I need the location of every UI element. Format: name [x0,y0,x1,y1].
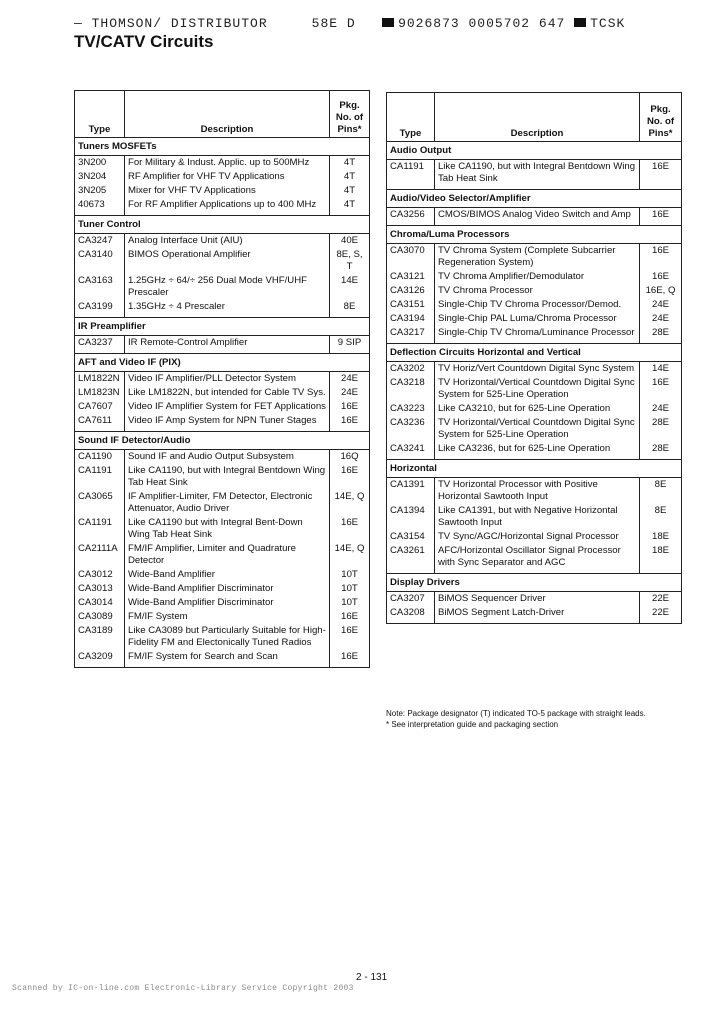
part-type: CA3256 [387,208,435,226]
part-description: For RF Amplifier Applications up to 400 MHz [124,198,329,216]
header-code: 58E D [311,16,356,31]
column-header-pins: Pkg. No. of Pins* [640,93,682,142]
part-type: CA3247 [75,234,125,249]
part-pins: 16Q [340,451,359,462]
part-type: CA3202 [387,362,435,377]
part-type: CA3199 [75,300,125,318]
part-description: RF Amplifier for VHF TV Applications [124,170,329,184]
part-type: CA3012 [75,568,125,582]
part-description: TV Chroma System (Complete Subcarrier Regeneration System) [434,244,639,271]
part-description: Like CA3089 but Particularly Suitable for High-Fidelity FM and Electonically Tuned Radios [124,624,329,650]
part-description: TV Horizontal Processor with Positive Horizontal Sawtooth Input [434,478,639,505]
header-tag: TCSK [590,16,626,31]
part-pins: 24E [340,373,359,384]
page-number: 2 - 131 [356,972,388,983]
part-description: TV Horizontal/Vertical Countdown Digital Sync System for 525-Line Operation [434,376,639,402]
part-pins: 10T [341,597,358,608]
column-header-pins: Pkg. No. of Pins* [330,91,370,138]
table-row [387,362,682,377]
part-pins: 10T [341,583,358,594]
part-type: CA3237 [75,336,125,354]
part-type: 3N200 [75,156,125,171]
part-pins: 8E [654,479,667,490]
part-type: 3N204 [75,170,125,184]
table-row [387,376,682,402]
part-pins: 9 SIP [337,337,362,348]
scan-footer: Scanned by IC-on-line.com Electronic-Library Service Copyright 2003 [12,984,354,993]
left-catalog-table [74,90,370,668]
part-description: Like CA1190 but with Integral Bent-Down Wing Tab Heat Sink [124,516,329,542]
table-row [75,596,370,610]
section-header-row [387,190,682,208]
part-type: 40673 [75,198,125,216]
part-pins: 14E [340,275,359,286]
part-type: CA1391 [387,478,435,505]
part-description: 1.35GHz ÷ 4 Prescaler [124,300,329,318]
part-type: CA7611 [75,414,125,432]
part-description: TV Sync/AGC/Horizontal Signal Processor [434,530,639,544]
part-type: CA3209 [75,650,125,668]
part-pins: 24E [340,387,359,398]
table-row [387,416,682,442]
part-pins: 16E [652,271,670,282]
part-type: CA3013 [75,582,125,596]
column-header-type: Type [387,93,435,142]
part-description: Single-Chip TV Chroma/Luminance Processor [434,326,639,344]
page-title: TV/CATV Circuits [74,32,214,51]
table-row [387,160,682,190]
table-row [75,490,370,516]
section-title: Audio/Video Selector/Amplifier [387,190,682,208]
part-pins: 16E [652,161,670,172]
notes [386,708,686,730]
part-pins: 14E, Q [334,491,365,502]
part-pins: 24E [652,299,670,310]
part-type: CA1190 [75,450,125,465]
part-description: Like CA3236, but for 625-Line Operation [434,442,639,460]
table-row [75,372,370,387]
part-description: TV Horizontal/Vertical Countdown Digital Sync System for 525-Line Operation [434,416,639,442]
part-type: CA1191 [75,516,125,542]
section-title: IR Preamplifier [75,318,370,336]
table-row [75,274,370,300]
part-pins: 4T [343,199,356,210]
column-header-description: Description [434,93,639,142]
table-row [75,234,370,249]
part-description: Wide-Band Amplifier Discriminator [124,582,329,596]
part-description: Video IF Amp System for NPN Tuner Stages [124,414,329,432]
table-row [387,504,682,530]
table-row [75,610,370,624]
part-type: CA3126 [387,284,435,298]
table-row [75,568,370,582]
part-type: LM1822N [75,372,125,387]
part-pins: 40E [340,235,359,246]
table-row [387,270,682,284]
section-header-row [387,142,682,160]
table-row [75,414,370,432]
table-header-row [387,93,682,142]
part-pins: 28E [652,417,670,428]
part-description: Like CA1391, but with Negative Horizontal Sawtooth Input [434,504,639,530]
part-description: Mixer for VHF TV Applications [124,184,329,198]
part-pins: 16E [652,245,670,256]
table-row [75,248,370,274]
part-pins: 16E [340,651,359,662]
header-distributor: THOMSON/ DISTRIBUTOR [91,16,268,31]
table-row [387,326,682,344]
header-block-mark [382,18,394,27]
section-title: Sound IF Detector/Audio [75,432,370,450]
part-pins: 16E [652,209,670,220]
part-pins: 8E [654,505,667,516]
part-pins: 24E [652,403,670,414]
part-pins: 22E [652,607,670,618]
part-description: FM/IF System for Search and Scan [124,650,329,668]
table-row [75,300,370,318]
part-pins: 8E, S, T [336,249,363,272]
table-row [75,542,370,568]
part-type: CA3065 [75,490,125,516]
part-description: FM/IF Amplifier, Limiter and Quadrature Detector [124,542,329,568]
section-header-row [387,344,682,362]
part-description: Sound IF and Audio Output Subsystem [124,450,329,465]
part-description: CMOS/BIMOS Analog Video Switch and Amp [434,208,639,226]
column-header-type: Type [75,91,125,138]
part-type: CA1394 [387,504,435,530]
part-type: CA3154 [387,530,435,544]
part-pins: 16E [340,625,359,636]
part-type: CA2111A [75,542,125,568]
part-type: CA3140 [75,248,125,274]
section-title: Audio Output [387,142,682,160]
part-type: CA3217 [387,326,435,344]
header-dash: — [74,16,92,31]
section-header-row [75,318,370,336]
table-row [75,582,370,596]
section-header-row [75,216,370,234]
table-row [387,442,682,460]
table-row [75,450,370,465]
section-header-row [387,574,682,592]
header-number: 9026873 0005702 647 [398,16,566,31]
table-row [75,516,370,542]
part-description: Like CA3210, but for 625-Line Operation [434,402,639,416]
part-description: Wide-Band Amplifier [124,568,329,582]
table-row [75,464,370,490]
part-description: BiMOS Sequencer Driver [434,592,639,607]
part-description: For Military & Indust. Applic. up to 500MHz [124,156,329,171]
part-type: CA3014 [75,596,125,610]
table-row [75,156,370,171]
table-row [75,170,370,184]
table-row [75,650,370,668]
part-description: 1.25GHz ÷ 64/÷ 256 Dual Mode VHF/UHF Prescaler [124,274,329,300]
part-pins: 4T [343,171,356,182]
part-pins: 16E [340,401,359,412]
part-pins: 4T [343,157,356,168]
section-title: Horizontal [387,460,682,478]
part-type: 3N205 [75,184,125,198]
part-description: Video IF Amplifier/PLL Detector System [124,372,329,387]
part-type: CA3163 [75,274,125,300]
section-header-row [75,354,370,372]
table-row [75,184,370,198]
table-row [75,386,370,400]
table-row [387,312,682,326]
table-row [387,402,682,416]
part-pins: 18E [652,545,670,556]
part-description: Wide-Band Amplifier Discriminator [124,596,329,610]
table-row [75,336,370,354]
right-catalog-table [386,92,682,624]
part-pins: 16E, Q [645,285,676,296]
table-row [387,592,682,607]
part-type: CA1191 [75,464,125,490]
table-row [387,244,682,271]
part-description: TV Chroma Amplifier/Demodulator [434,270,639,284]
part-description: TV Horiz/Vert Countdown Digital Sync System [434,362,639,377]
section-header-row [75,138,370,156]
part-pins: 16E [652,377,670,388]
table-row [387,208,682,226]
table-row [75,198,370,216]
part-pins: 24E [652,313,670,324]
part-description: IR Remote-Control Amplifier [124,336,329,354]
part-type: CA3218 [387,376,435,402]
section-title: Tuner Control [75,216,370,234]
part-description: Like CA1190, but with Integral Bentdown Wing Tab Heat Sink [434,160,639,190]
part-description: Analog Interface Unit (AIU) [124,234,329,249]
part-pins: 16E [340,611,359,622]
part-pins: 4T [343,185,356,196]
table-row [387,530,682,544]
part-pins: 14E, Q [334,543,365,554]
part-description: IF Amplifier-Limiter, FM Detector, Electronic Attenuator, Audio Driver [124,490,329,516]
section-header-row [387,460,682,478]
table-row [75,400,370,414]
part-type: CA1191 [387,160,435,190]
part-description: TV Chroma Processor [434,284,639,298]
note-interpretation: * See interpretation guide and packaging section [386,720,559,729]
part-type: CA3208 [387,606,435,624]
part-pins: 18E [652,531,670,542]
part-type: CA3151 [387,298,435,312]
section-header-row [75,432,370,450]
part-type: CA3261 [387,544,435,574]
section-title: Chroma/Luma Processors [387,226,682,244]
part-type: CA3121 [387,270,435,284]
section-title: AFT and Video IF (PIX) [75,354,370,372]
part-type: CA7607 [75,400,125,414]
part-type: CA3194 [387,312,435,326]
section-header-row [387,226,682,244]
part-description: Like LM1822N, but intended for Cable TV Sys. [124,386,329,400]
part-type: CA3189 [75,624,125,650]
part-pins: 28E [652,327,670,338]
part-description: AFC/Horizontal Oscillator Signal Processor with Sync Separator and AGC [434,544,639,574]
page-header [74,16,625,31]
part-pins: 28E [652,443,670,454]
part-type: CA3207 [387,592,435,607]
part-type: CA3223 [387,402,435,416]
column-header-description: Description [124,91,329,138]
part-pins: 16E [340,517,359,528]
part-description: FM/IF System [124,610,329,624]
table-row [387,284,682,298]
part-type: LM1823N [75,386,125,400]
part-description: Like CA1190, but with Integral Bentdown Wing Tab Heat Sink [124,464,329,490]
part-pins: 14E [652,363,670,374]
table-header-row [75,91,370,138]
table-row [387,298,682,312]
part-type: CA3236 [387,416,435,442]
part-type: CA3089 [75,610,125,624]
part-description: BiMOS Segment Latch-Driver [434,606,639,624]
part-description: Single-Chip TV Chroma Processor/Demod. [434,298,639,312]
part-pins: 16E [340,465,359,476]
note-package: Note: Package designator (T) indicated TO-5 package with straight leads. [386,709,646,718]
table-row [387,606,682,624]
section-title: Display Drivers [387,574,682,592]
part-pins: 16E [340,415,359,426]
part-description: Single-Chip PAL Luma/Chroma Processor [434,312,639,326]
table-row [75,624,370,650]
section-title: Tuners MOSFETs [75,138,370,156]
header-block-mark [574,18,586,27]
table-row [387,544,682,574]
part-description: Video IF Amplifier System for FET Applications [124,400,329,414]
part-pins: 22E [652,593,670,604]
part-type: CA3241 [387,442,435,460]
section-title: Deflection Circuits Horizontal and Vertical [387,344,682,362]
table-row [387,478,682,505]
part-type: CA3070 [387,244,435,271]
part-pins: 10T [341,569,358,580]
part-pins: 8E [343,301,356,312]
part-description: BIMOS Operational Amplifier [124,248,329,274]
